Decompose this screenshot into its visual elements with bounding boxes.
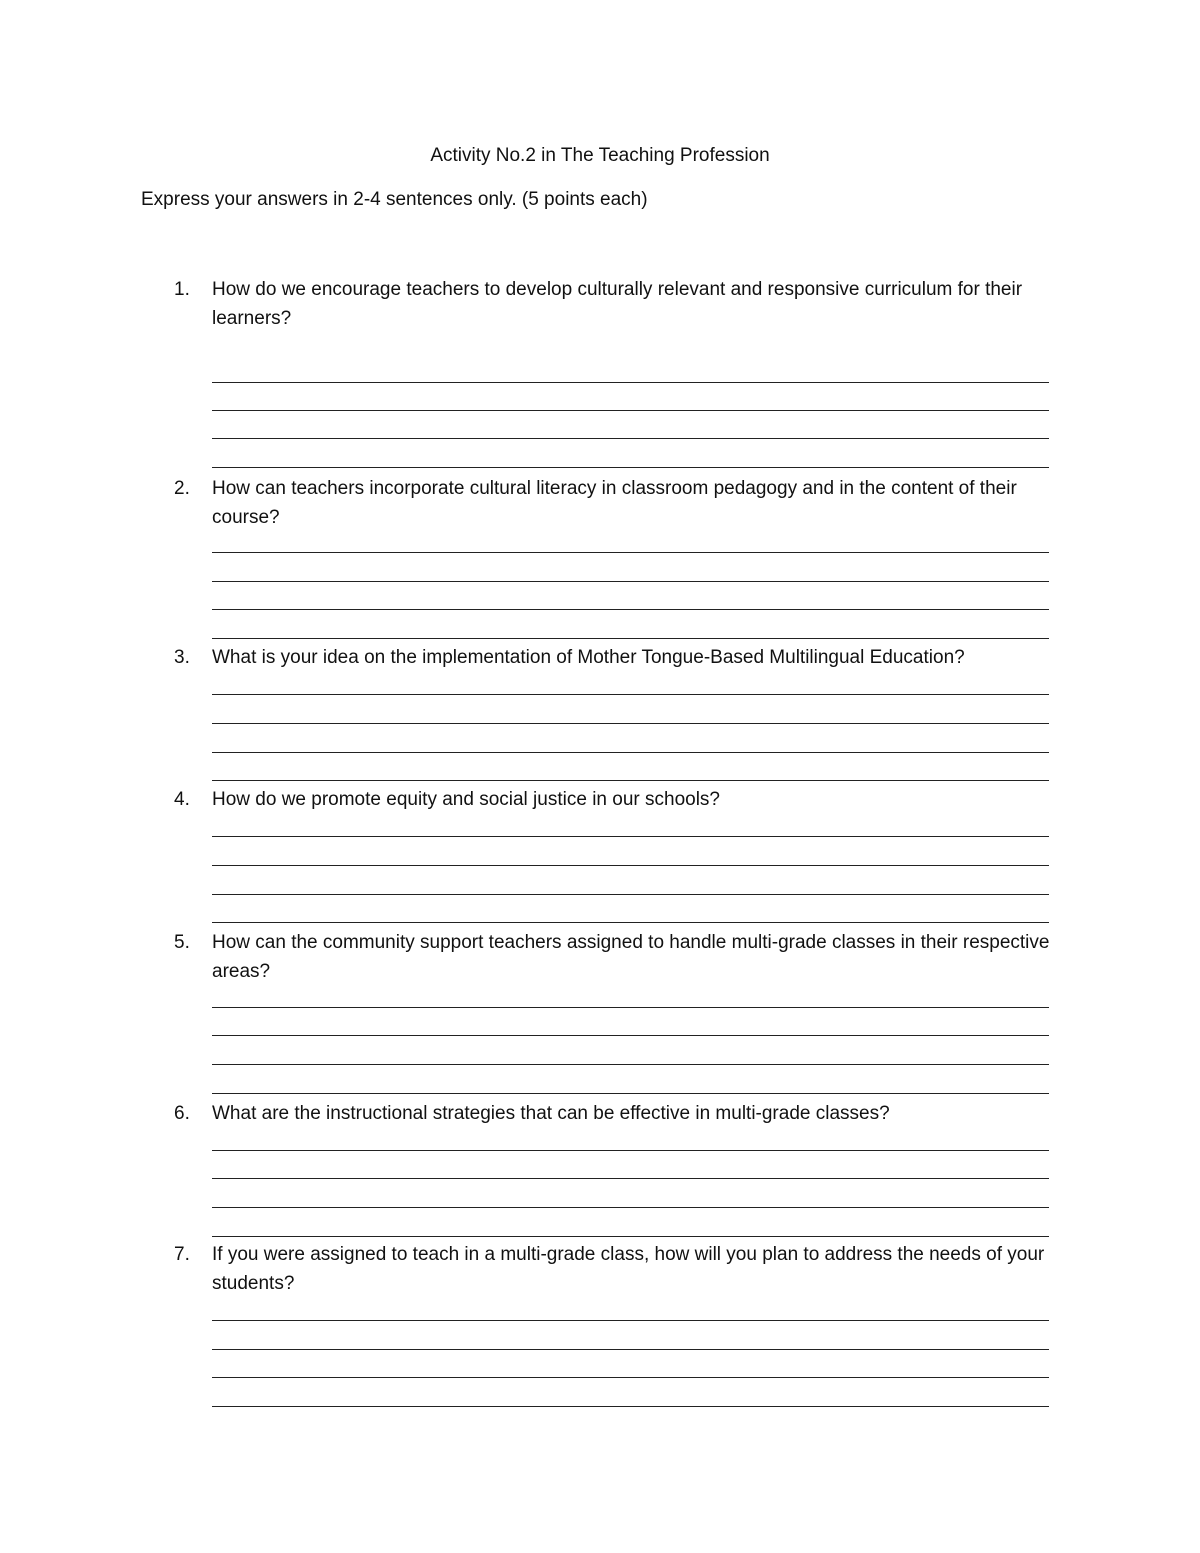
answer-line[interactable] (212, 1093, 1049, 1094)
question-text: How do we encourage teachers to develop culturally relevant and responsive curriculum for their learners? (212, 279, 1023, 329)
answer-line[interactable] (212, 638, 1049, 639)
question-number: 6. (174, 1103, 190, 1124)
question-number: 4. (174, 789, 190, 810)
answer-line[interactable] (212, 609, 1049, 610)
answer-line[interactable] (212, 1207, 1049, 1208)
answer-line[interactable] (212, 694, 1049, 695)
answer-line[interactable] (212, 865, 1049, 866)
answer-line[interactable] (212, 922, 1049, 923)
question-text: What is your idea on the implementation of Mother Tongue-Based Multilingual Education? (212, 647, 965, 668)
answer-line[interactable] (212, 467, 1049, 468)
answer-line[interactable] (212, 1150, 1049, 1151)
answer-line[interactable] (212, 752, 1049, 753)
question-text: How do we promote equity and social justice in our schools? (212, 789, 720, 810)
answer-line[interactable] (212, 894, 1049, 895)
question-number: 5. (174, 932, 190, 953)
answer-line[interactable] (212, 1349, 1049, 1350)
answer-line[interactable] (212, 382, 1049, 383)
document-title: Activity No.2 in The Teaching Profession (430, 145, 770, 166)
question-number: 2. (174, 478, 190, 499)
answer-line[interactable] (212, 1178, 1049, 1179)
answer-line[interactable] (212, 438, 1049, 439)
question-number: 7. (174, 1244, 190, 1265)
answer-line[interactable] (212, 552, 1049, 553)
answer-line[interactable] (212, 780, 1049, 781)
answer-line[interactable] (212, 410, 1049, 411)
question-number: 1. (174, 279, 190, 300)
answer-line[interactable] (212, 1320, 1049, 1321)
question-text: How can teachers incorporate cultural literacy in classroom pedagogy and in the content of their course? (212, 478, 1017, 528)
answer-line[interactable] (212, 581, 1049, 582)
answer-line[interactable] (212, 1236, 1049, 1237)
answer-line[interactable] (212, 723, 1049, 724)
question-number: 3. (174, 647, 190, 668)
answer-line[interactable] (212, 1035, 1049, 1036)
question-text: What are the instructional strategies that can be effective in multi-grade classes? (212, 1103, 890, 1124)
answer-line[interactable] (212, 1377, 1049, 1378)
question-text: How can the community support teachers assigned to handle multi-grade classes in their respective areas? (212, 932, 1050, 982)
answer-line[interactable] (212, 1007, 1049, 1008)
answer-line[interactable] (212, 1064, 1049, 1065)
answer-line[interactable] (212, 836, 1049, 837)
document-instructions: Express your answers in 2-4 sentences only. (5 points each) (141, 189, 648, 210)
question-text: If you were assigned to teach in a multi-grade class, how will you plan to address the needs of your students? (212, 1244, 1045, 1294)
answer-line[interactable] (212, 1406, 1049, 1407)
